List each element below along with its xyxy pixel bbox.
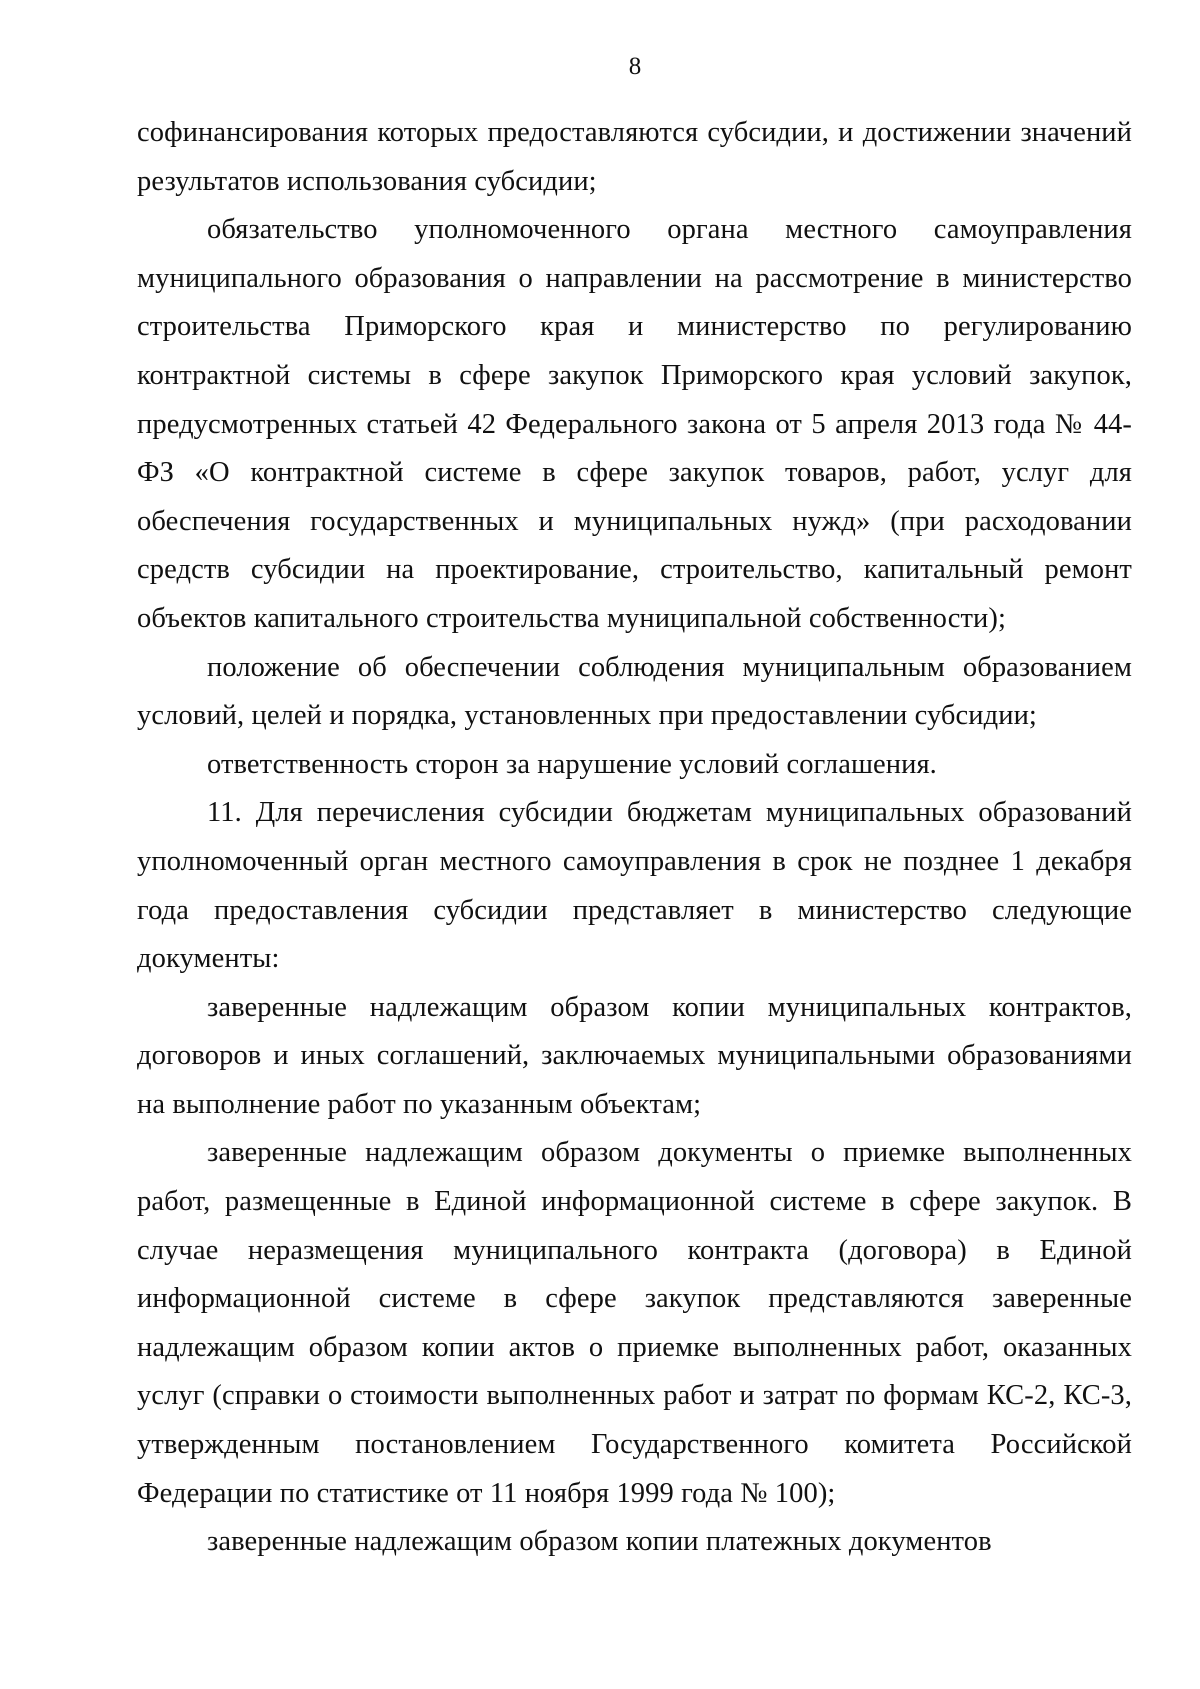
paragraph-contract-copies: заверенные надлежащим образом копии муниципальных контрактов, договоров и иных соглашений, заключаемых муниципальными образованиями на выполнение работ по указанным объектам; [137, 991, 1132, 1120]
paragraph-acceptance-documents: заверенные надлежащим образом документы о приемке выполненных работ, размещенные в Единой информационной системе в сфере закупок. В случае неразмещения муниципального контракта (договора) в Единой информационной системе в сфере закупок представляются заверенные надлежащим образом копии актов о приемке выполненных работ, оказанных услуг (справки о стоимости выполненных работ и затрат по формам КС-2, КС-3, утвержденным постановлением Государственного комитета Российской Федерации по статистике от 11 ноября 1999 года № 100); [137, 1137, 1132, 1509]
document-body [137, 109, 1132, 1567]
paragraph-liability: ответственность сторон за нарушение условий соглашения. [207, 748, 937, 780]
paragraph-payment-documents: заверенные надлежащим образом копии платежных документов [207, 1526, 992, 1558]
paragraph-subsidy-cofinancing: софинансирования которых предоставляются субсидии, и достижении значений результатов использования субсидии; [137, 117, 1132, 197]
paragraph-procurement-obligation: обязательство уполномоченного органа местного самоуправления муниципального образования о направлении на рассмотрение в министерство строительства Приморского края и министерство по регулированию контрактной системы в сфере закупок Приморского края условий закупок, предусмотренных статьей 42 Федерального закона от 5 апреля 2013 года № 44-ФЗ «О контрактной системе в сфере закупок товаров, работ, услуг для обеспечения государственных и муниципальных нужд» (при расходовании средств субсидии на проектирование, строительство, капитальный ремонт объектов капитального строительства муниципальной собственности); [137, 214, 1132, 634]
paragraph-compliance-provision: положение об обеспечении соблюдения муниципальным образованием условий, целей и порядка, установленных при предоставлении субсидии; [137, 651, 1132, 732]
page-number: 8 [628, 53, 642, 80]
paragraph-item-11: 11. Для перечисления субсидии бюджетам муниципальных образований уполномоченный орган местного самоуправления в срок не позднее 1 декабря года предоставления субсидии представляет в министерство следующие документы: [137, 797, 1132, 975]
